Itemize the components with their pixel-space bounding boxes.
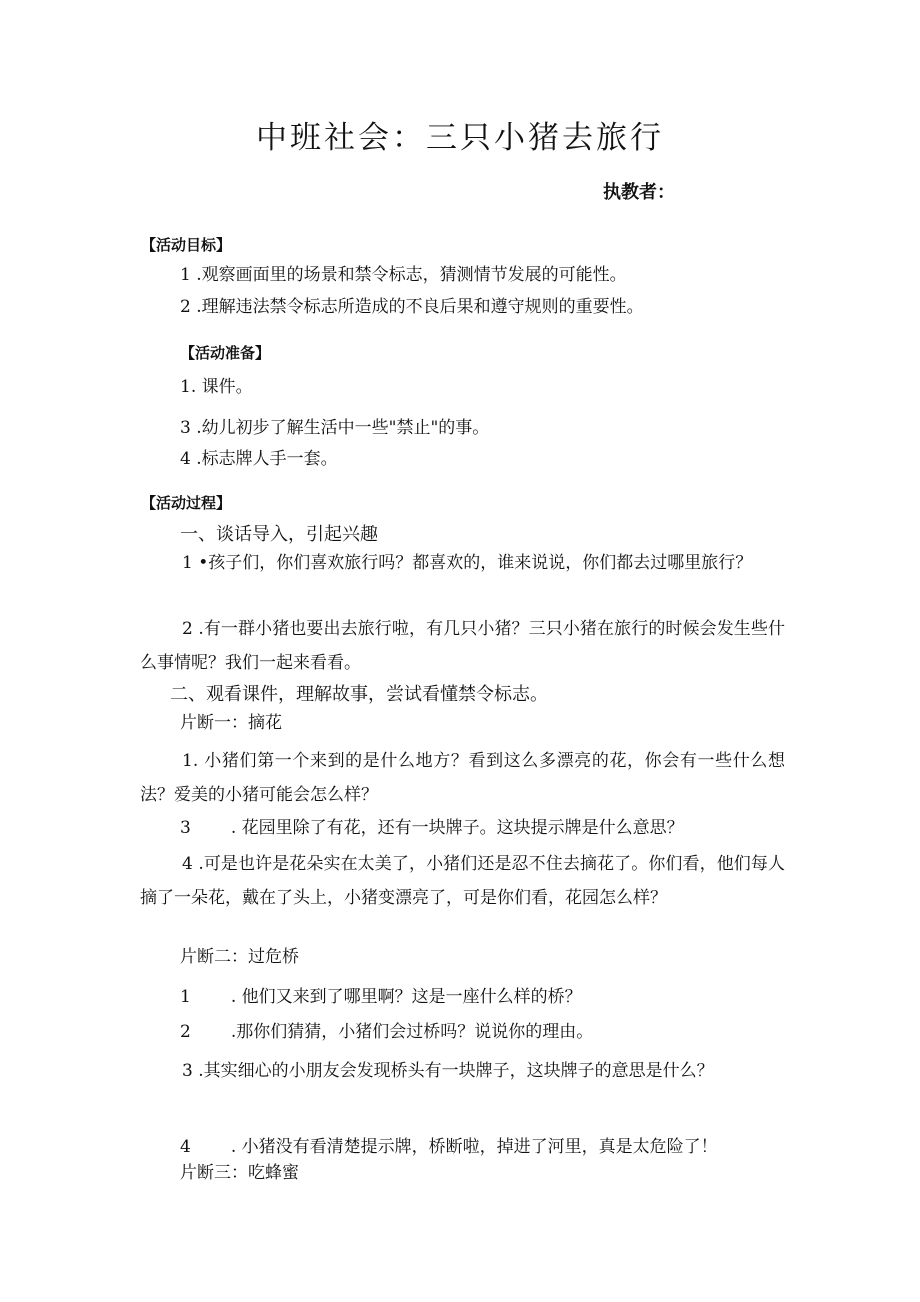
segment2-item-2 [180,1021,593,1043]
segment1-paragraph: 1. 小猪们第一个来到的是什么地方？看到这么多漂亮的花，你会有一些什么想法？爱美的小猪可能会怎么样？ [140,751,785,805]
preparation-item: 3 .幼儿初步了解生活中一些"禁止"的事。 [180,418,490,438]
item-text: . 他们又来到了哪里啊？这是一座什么样的桥？ [230,987,582,1007]
process-heading: 【活动过程】 [141,494,232,512]
goal-item: 1 .观察画面里的场景和禁令标志，猜测情节发展的可能性。 [180,265,627,285]
segment1-title: 片断一：摘花 [180,713,282,733]
segment2-item-1 [180,986,582,1008]
part1-paragraph: 2 .有一群小猪也要出去旅行啦，有几只小猪？三只小猪在旅行的时候会发生些什么事情呢？我们一起来看看。 [140,619,785,673]
author-label: 执教者： [603,182,675,203]
item-text: .那你们猜猜，小猪们会过桥吗？说说你的理由。 [230,1022,594,1042]
segment1-item-3 [180,817,684,839]
segment3-title: 片断三：吃蜂蜜 [180,1163,299,1183]
preparation-item: 1. 课件。 [180,377,253,397]
preparation-heading: 【活动准备】 [180,344,271,362]
item-number: 4 [180,1137,191,1157]
preparation-item: 4 .标志牌人手一套。 [180,449,338,469]
goals-heading: 【活动目标】 [141,236,232,254]
item-number: 2 [180,1022,191,1042]
item-text: . 小猪没有看清楚提示牌，桥断啦，掉进了河里，真是太危险了！ [230,1137,718,1157]
item-text: . 花园里除了有花，还有一块牌子。这块提示牌是什么意思？ [230,818,684,838]
segment2-item-4 [180,1136,718,1158]
goal-item: 2 .理解违法禁令标志所造成的不良后果和遵守规则的重要性。 [180,297,644,317]
part1-title: 一、谈话导入，引起兴趣 [180,524,378,545]
item-number: 3 [180,818,191,838]
item-number: 1 [180,987,191,1007]
document-title: 中班社会：三只小猪去旅行 [256,120,664,156]
part2-title: 二、观看课件，理解故事，尝试看懂禁令标志。 [170,684,548,705]
part1-paragraph: 1 •孩子们，你们喜欢旅行吗？都喜欢的，谁来说说，你们都去过哪里旅行？ [182,553,753,573]
segment2-paragraph: 3 .其实细心的小朋友会发现桥头有一块牌子，这块牌子的意思是什么？ [182,1061,714,1081]
segment2-title: 片断二：过危桥 [180,947,299,967]
segment1-paragraph: 4 .可是也许是花朵实在太美了，小猪们还是忍不住去摘花了。你们看，他们每人摘了一朵花，戴在了头上，小猪变漂亮了，可是你们看，花园怎么样？ [140,854,785,908]
